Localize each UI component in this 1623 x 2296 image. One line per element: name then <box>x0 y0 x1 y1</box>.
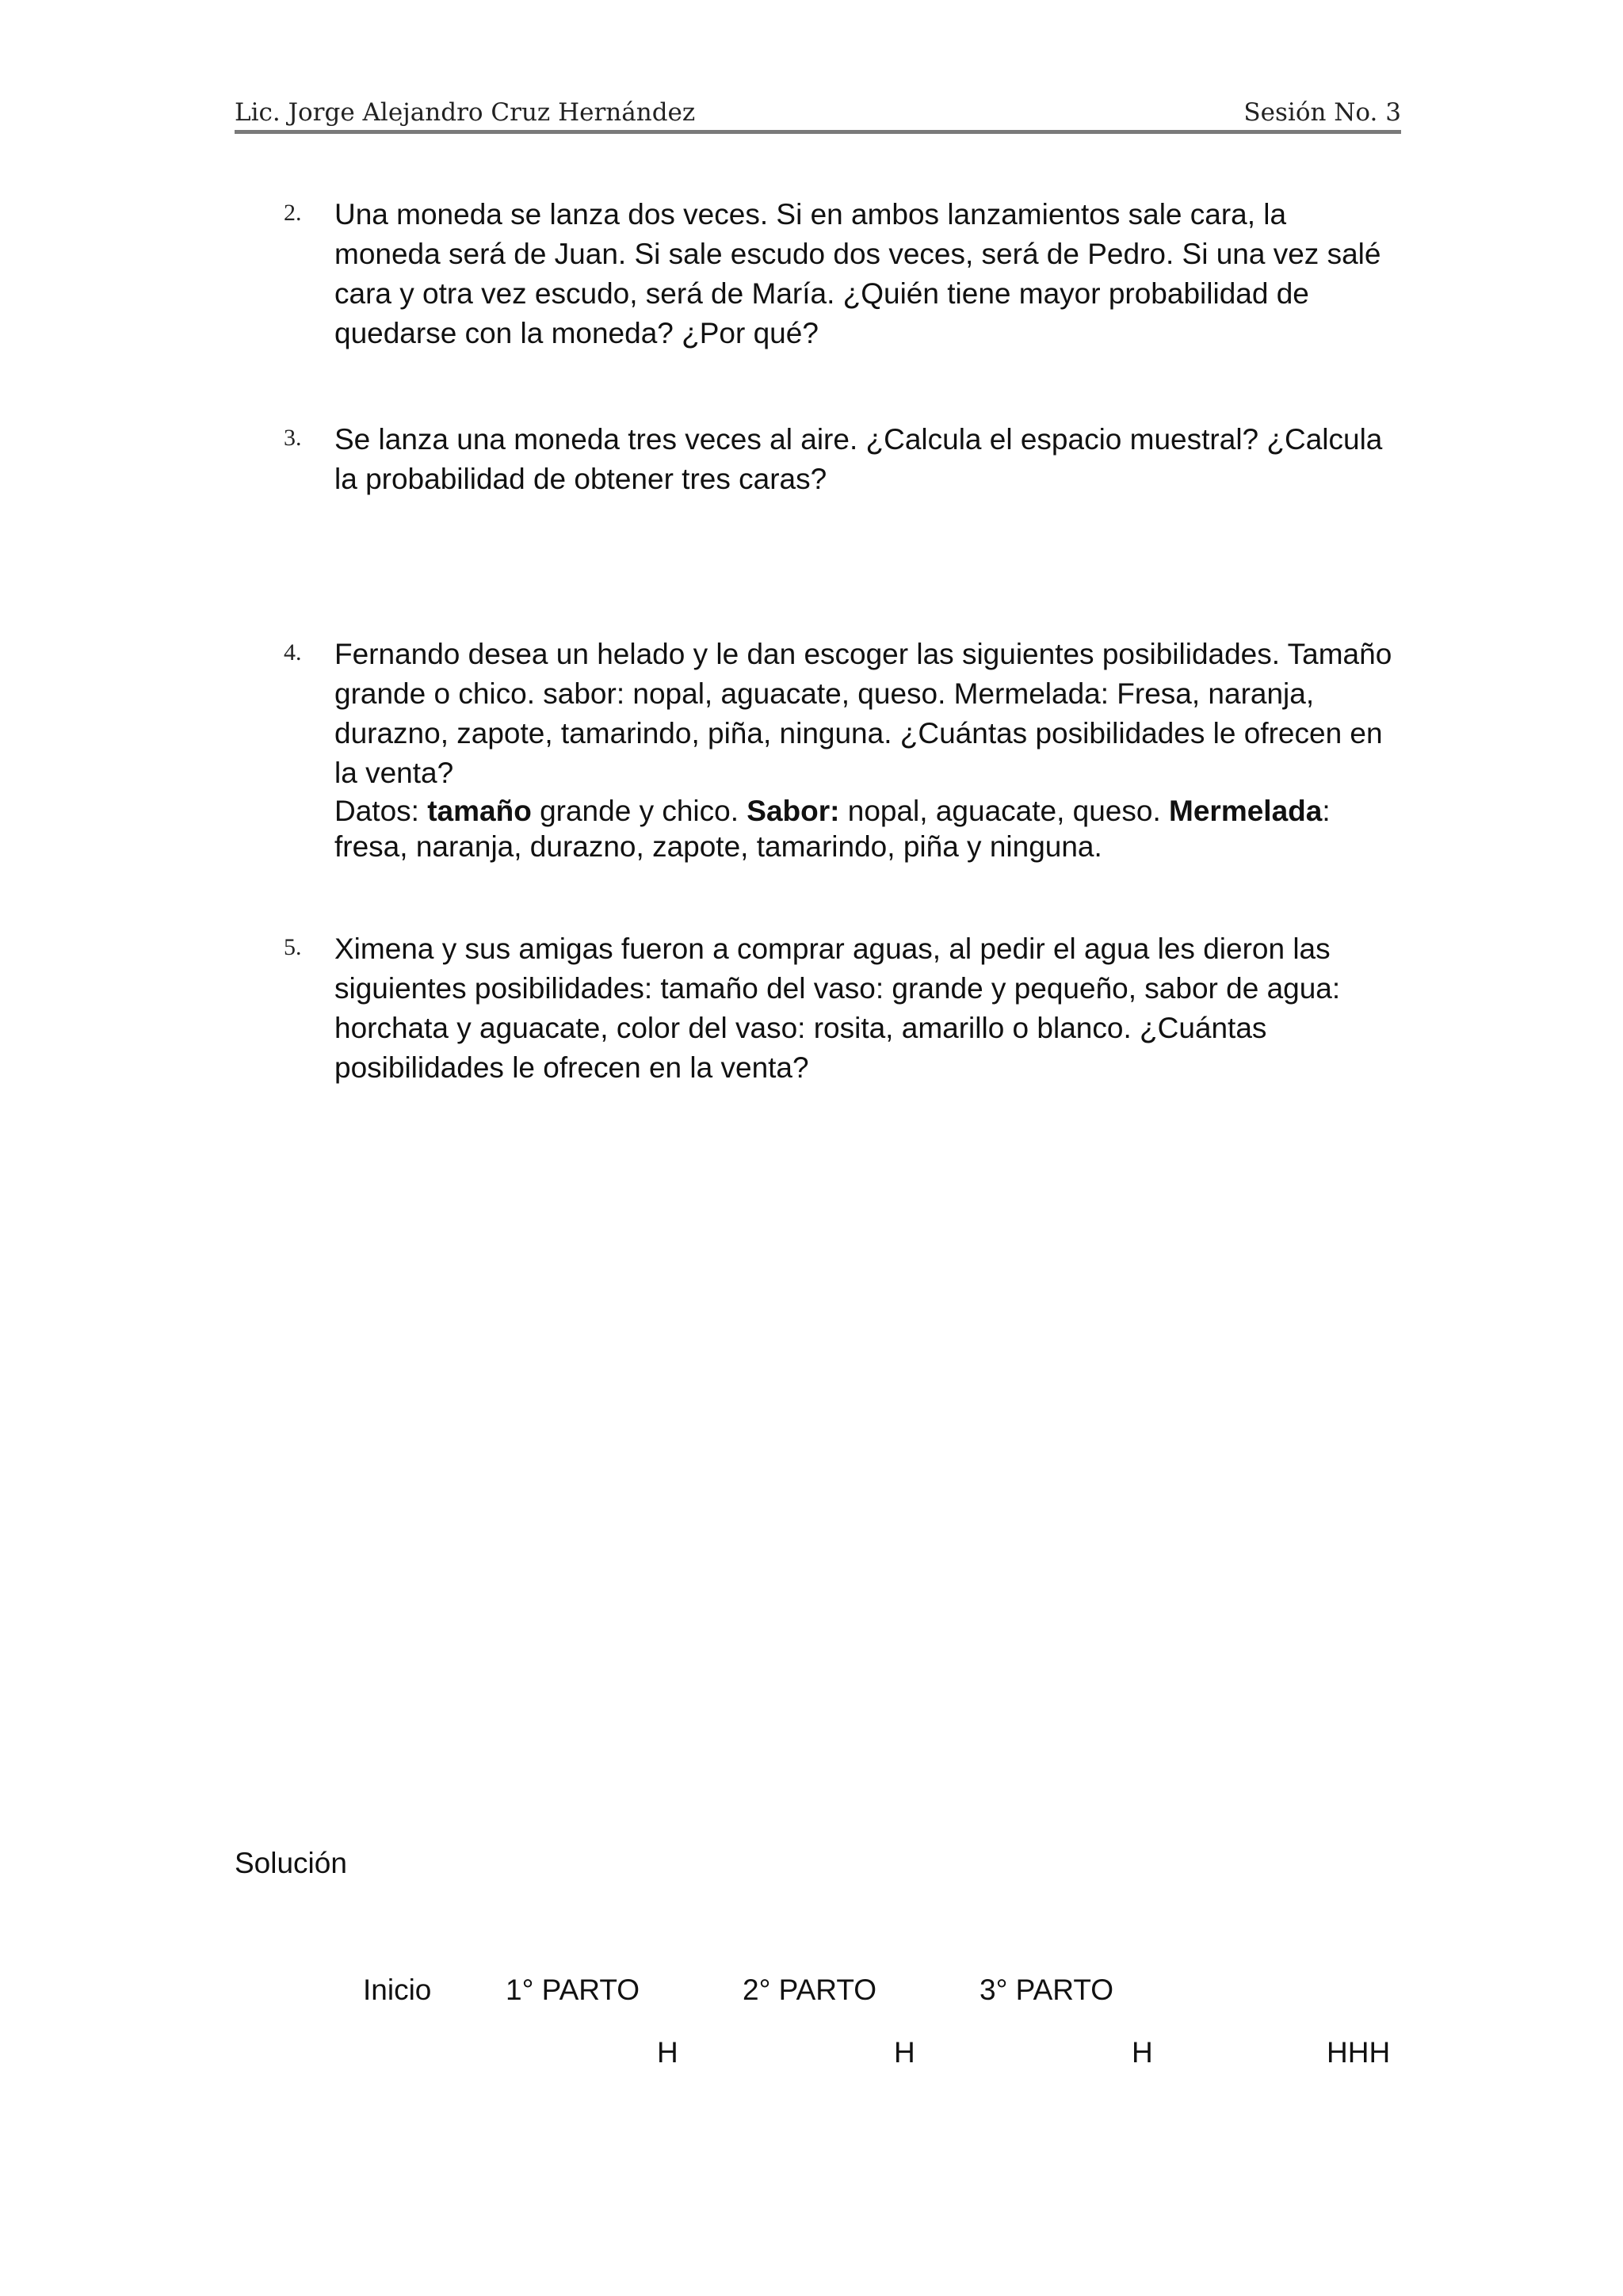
exercise-number: 2. <box>284 200 302 226</box>
exercise-text <box>334 420 1396 499</box>
data-size-text: grande y chico. <box>531 795 747 827</box>
exercise-number: 4. <box>284 639 302 666</box>
tree-column-first: 1° PARTO <box>506 1974 640 2006</box>
tree-column-second: 2° PARTO <box>743 1974 877 2006</box>
data-size-label: tamaño <box>427 795 532 827</box>
exercise-text <box>334 929 1396 1088</box>
data-flavor-label: Sabor: <box>747 795 840 827</box>
exercise-question: Ximena y sus amigas fueron a comprar aguas, al pedir el agua les dieron las siguientes posibilidades: tamaño del vaso: grande y pequeño, sabor de agua: horchata y aguacate, color del vaso: rosita, amarillo o blanco. ¿Cuántas posibilidades le ofrecen en la venta? <box>334 933 1341 1084</box>
tree-node: H <box>894 2036 915 2069</box>
tree-node: H <box>1132 2036 1153 2069</box>
page-header <box>235 97 1401 128</box>
tree-node: H <box>657 2036 678 2069</box>
tree-outcome: HHH <box>1327 2036 1391 2069</box>
data-jam-text: : fresa, naranja, durazno, zapote, tamarindo, piña y ninguna. <box>334 795 1331 863</box>
data-flavor-text: nopal, aguacate, queso. <box>839 795 1170 827</box>
header-rule <box>235 130 1401 134</box>
exercise-question: Fernando desea un helado y le dan escoger las siguientes posibilidades. Tamaño grande o chico. sabor: nopal, aguacate, queso. Mermelada: Fresa, naranja, durazno, zapote, tamarindo, piña, ninguna. ¿Cuántas posibilidades le ofrecen en la venta? <box>334 638 1392 789</box>
solution-title: Solución <box>235 1847 347 1879</box>
tree-column-third: 3° PARTO <box>980 1974 1114 2006</box>
exercise-data <box>334 793 1396 864</box>
header-session: Sesión No. 3 <box>1243 98 1401 127</box>
data-jam-label: Mermelada <box>1169 795 1323 827</box>
header-author: Lic. Jorge Alejandro Cruz Hernández <box>235 98 696 127</box>
exercise-question: Se lanza una moneda tres veces al aire. ¿Calcula el espacio muestral? ¿Calcula la probabilidad de obtener tres caras? <box>334 423 1383 495</box>
exercise-question: Una moneda se lanza dos veces. Si en ambos lanzamientos sale cara, la moneda será de Juan. Si sale escudo dos veces, será de Pedro. Si una vez salé cara y otra vez escudo, será de María. ¿Quién tiene mayor probabilidad de quedarse con la moneda? ¿Por qué? <box>334 198 1381 349</box>
exercise-number: 3. <box>284 425 302 451</box>
tree-column-start: Inicio <box>363 1974 432 2006</box>
exercise-text <box>334 635 1396 864</box>
exercise-number: 5. <box>284 934 302 960</box>
exercise-text <box>334 195 1396 353</box>
data-prefix: Datos: <box>334 795 428 827</box>
